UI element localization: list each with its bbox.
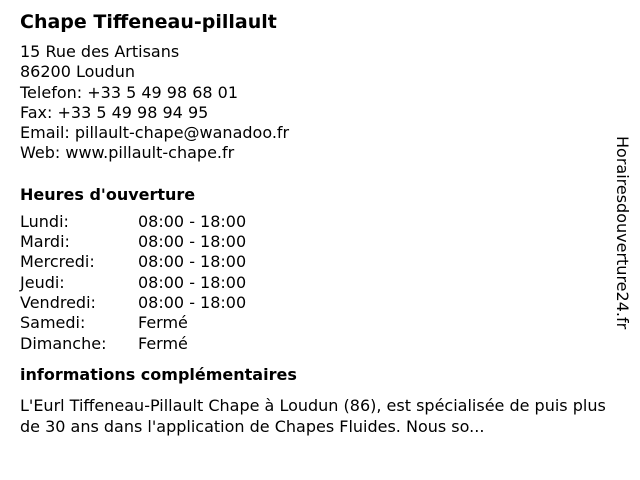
hours-title: Heures d'ouverture: [20, 184, 196, 204]
hours-time: 08:00 - 18:00: [138, 211, 247, 231]
hours-row-mardi: [20, 232, 600, 252]
info-title: informations complémentaires: [20, 364, 297, 384]
hours-day: Jeudi:: [20, 272, 65, 292]
hours-day: Mercredi:: [20, 252, 95, 272]
address-line-2: 86200 Loudun: [20, 62, 135, 82]
hours-time: 08:00 - 18:00: [138, 292, 247, 312]
phone-line: Telefon: +33 5 49 98 68 01: [20, 82, 239, 102]
email-line: Email: pillault-chape@wanadoo.fr: [20, 123, 290, 143]
watermark-text: Horairesdouverture24.fr: [613, 136, 632, 330]
hours-day: Vendredi:: [20, 292, 96, 312]
hours-list: [20, 212, 600, 354]
watermark: [612, 136, 632, 376]
hours-day: Dimanche:: [20, 333, 107, 353]
hours-time: Fermé: [138, 313, 188, 333]
hours-row-dimanche: [20, 334, 600, 354]
hours-day: Lundi:: [20, 211, 69, 231]
info-description: L'Eurl Tiffeneau-Pillault Chape à Loudun (86), est spécialisée de puis plus de 30 ans dans l'application de Chapes Fluides. Nous so...: [20, 395, 606, 436]
business-card: [20, 10, 606, 437]
web-line: Web: www.pillault-chape.fr: [20, 143, 235, 163]
hours-day: Mardi:: [20, 232, 70, 252]
hours-row-samedi: [20, 313, 600, 333]
hours-row-mercredi: [20, 252, 600, 272]
hours-time: 08:00 - 18:00: [138, 252, 247, 272]
hours-time: 08:00 - 18:00: [138, 232, 247, 252]
hours-row-jeudi: [20, 273, 600, 293]
business-name: Chape Tiffeneau-pillault: [20, 11, 277, 33]
address-line-1: 15 Rue des Artisans: [20, 42, 180, 61]
hours-day: Samedi:: [20, 313, 86, 333]
hours-row-lundi: [20, 212, 600, 232]
fax-line: Fax: +33 5 49 98 94 95: [20, 102, 209, 122]
hours-time: Fermé: [138, 333, 188, 353]
hours-time: 08:00 - 18:00: [138, 272, 247, 292]
hours-row-vendredi: [20, 293, 600, 313]
